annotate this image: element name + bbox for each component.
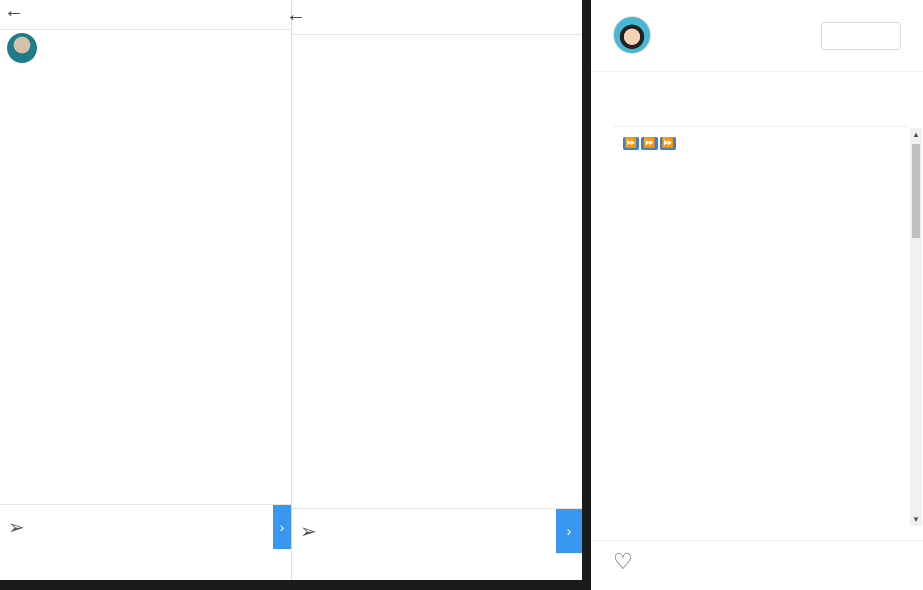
caption-first-line: [613, 134, 676, 152]
left-comments-panel: [0, 0, 291, 580]
avatar[interactable]: [7, 33, 37, 63]
comments-header: [0, 0, 291, 30]
scroll-up-icon[interactable]: ▲: [912, 130, 920, 139]
add-comment-bar: [0, 504, 291, 550]
post-panel: [591, 0, 923, 590]
heart-icon[interactable]: ♡: [613, 549, 633, 574]
paper-plane-icon[interactable]: ➢: [8, 517, 25, 539]
fast-forward-icon: ⏩: [643, 138, 656, 149]
scrollbar[interactable]: [910, 128, 922, 526]
post-header: [591, 0, 923, 72]
comment-author-line: [50, 35, 57, 50]
divider: [613, 126, 908, 127]
middle-comments-panel: [286, 0, 582, 580]
comment-meta: [334, 490, 358, 502]
send-button[interactable]: ›: [556, 509, 582, 553]
fast-forward-icon: ⏩: [661, 138, 675, 149]
fast-forward-icon: ⏩: [624, 138, 638, 149]
comments-header: [286, 0, 582, 35]
add-comment-bar: [292, 508, 582, 554]
following-button[interactable]: [821, 22, 901, 50]
add-comment-bar: [591, 540, 923, 590]
avatar[interactable]: [613, 16, 651, 54]
paper-plane-icon[interactable]: ➢: [300, 521, 317, 543]
back-arrow-icon[interactable]: ←: [4, 0, 24, 22]
back-arrow-icon[interactable]: ←: [286, 4, 306, 26]
send-button[interactable]: ›: [273, 505, 291, 549]
scroll-down-icon[interactable]: ▼: [912, 515, 920, 524]
scrollbar-thumb[interactable]: [912, 144, 920, 238]
